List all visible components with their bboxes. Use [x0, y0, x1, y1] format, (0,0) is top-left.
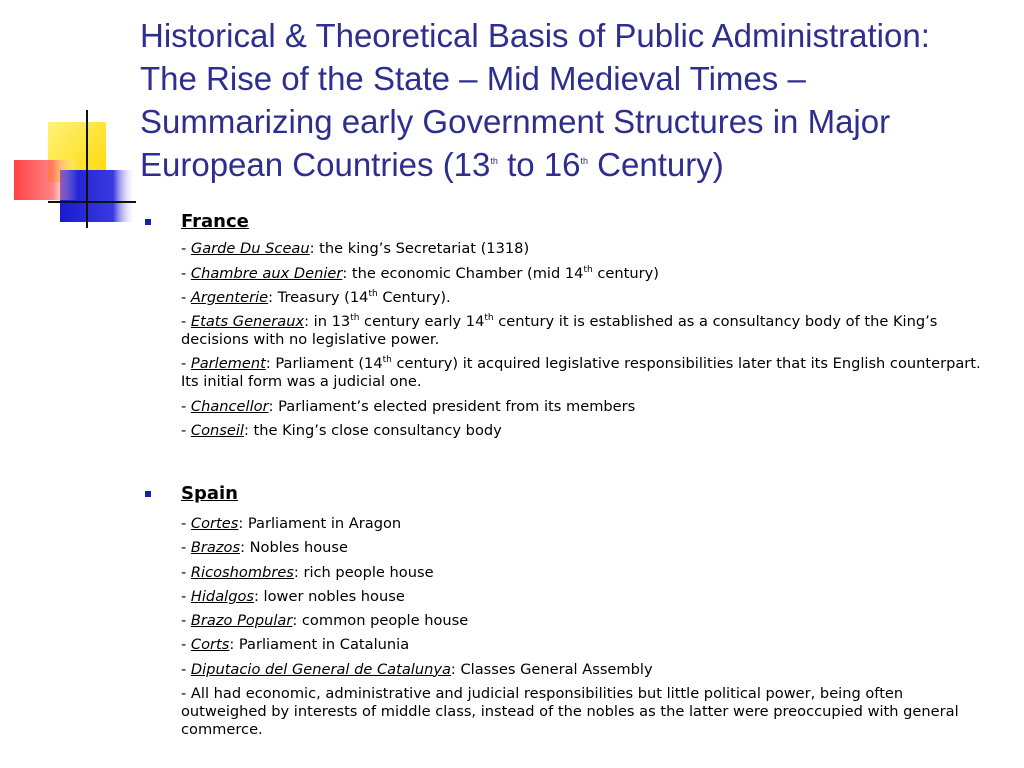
spain-heading: Spain — [181, 483, 238, 504]
list-item: - Cortes: Parliament in Aragon — [181, 515, 402, 532]
france-heading: France — [181, 211, 249, 232]
list-item: - Brazos: Nobles house — [181, 539, 349, 557]
list-item: - Chancellor: Parliament’s elected president from its members — [181, 397, 636, 415]
list-item: - Brazo Popular: common people house — [181, 612, 469, 630]
bullet-square-icon — [145, 219, 151, 225]
slide-title — [140, 14, 1010, 186]
title-line-4: European Countries (13th to 16th Century) — [140, 146, 724, 183]
list-item: - Conseil: the King’s close consultancy body — [181, 422, 502, 440]
title-line-2: The Rise of the State – Mid Medieval Times – — [140, 60, 806, 97]
list-item: - Ricoshombres: rich people house — [181, 563, 434, 581]
list-item: - Parlement: Parliament (14th century) it acquired legislative responsibilities later that its English counterpart. Its initial form was a judicial one. — [181, 355, 981, 391]
spain-section — [140, 482, 990, 739]
list-item: - Corts: Parliament in Catalunia — [181, 636, 410, 654]
list-item: - Etats Generaux: in 13th century early 14th century it is established as a consultancy body of the King’s decisions with no legislative power. — [181, 313, 938, 349]
spain-summary-note: - All had economic, administrative and judicial responsibilities but little political power, being often outweighed by interests of middle class, instead of the nobles as the latter were preoccupied with general commerce. — [181, 685, 959, 739]
list-item: - Hidalgos: lower nobles house — [181, 587, 405, 605]
list-item: - Chambre aux Denier: the economic Chamber (mid 14th century) — [181, 264, 659, 282]
bullet-square-icon — [145, 491, 151, 497]
title-line-3: Summarizing early Government Structures in Major — [140, 103, 891, 140]
list-item: - Argenterie: Treasury (14th Century). — [181, 288, 451, 306]
list-item: - Diputacio del General de Catalunya: Classes General Assembly — [181, 660, 653, 678]
list-item: - Garde Du Sceau: the king’s Secretariat (1318) — [181, 240, 530, 258]
france-section — [140, 210, 990, 440]
red-square — [14, 160, 78, 200]
decorative-squares-graphic — [0, 0, 140, 240]
title-line-1: Historical & Theoretical Basis of Public Administration: — [140, 17, 930, 54]
france-items — [181, 240, 990, 440]
spain-items — [181, 515, 990, 739]
